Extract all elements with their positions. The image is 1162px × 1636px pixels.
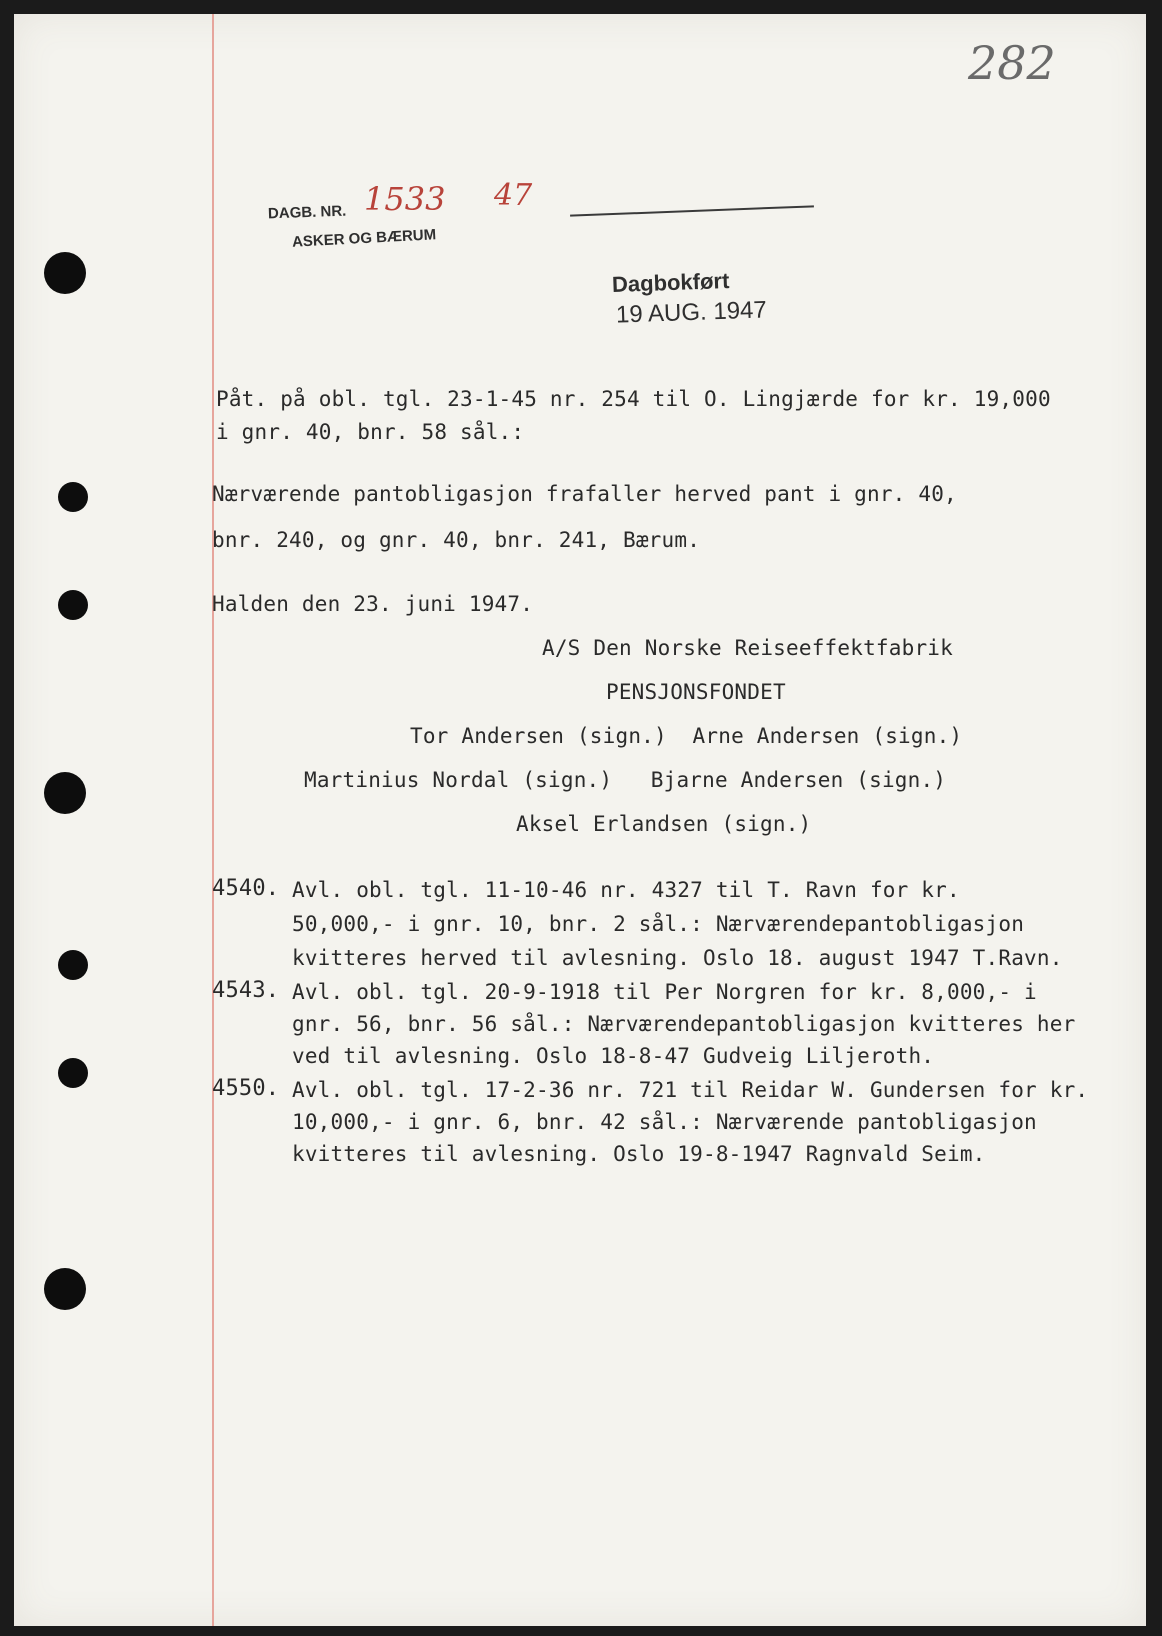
fund-name: PENSJONSFONDET xyxy=(606,680,786,704)
dagbokfort-label: Dagbokført xyxy=(611,267,730,298)
entry-number: 4550. xyxy=(212,1076,280,1101)
company-name: A/S Den Norske Reiseeffektfabrik xyxy=(542,636,953,660)
entry-line: 50,000,- i gnr. 10, bnr. 2 sål.: Nærværendepantobligasjon xyxy=(292,912,1025,936)
entry-line: gnr. 56, bnr. 56 sål.: Nærværendepantobligasjon kvitteres her xyxy=(292,1012,1076,1036)
entry-line: Nærværende pantobligasjon frafaller herved pant i gnr. 40, xyxy=(212,482,957,506)
dagb-number: 1533 xyxy=(364,180,446,218)
entry-line: Avl. obl. tgl. 20-9-1918 til Per Norgren for kr. 8,000,- i xyxy=(292,980,1037,1004)
punch-hole xyxy=(58,950,88,980)
dagb-district: ASKER OG BÆRUM xyxy=(291,226,437,251)
entry-line: Halden den 23. juni 1947. xyxy=(212,592,534,616)
punch-hole xyxy=(44,1268,86,1310)
margin-line xyxy=(212,14,214,1626)
signatures-line: Martinius Nordal (sign.) Bjarne Andersen (sign.) xyxy=(304,768,947,792)
punch-hole xyxy=(44,772,86,814)
punch-hole xyxy=(58,1058,88,1088)
page-number: 282 xyxy=(968,36,1056,90)
punch-hole xyxy=(44,252,86,294)
dagb-rule xyxy=(570,205,814,216)
signatures-line: Tor Andersen (sign.) Arne Andersen (sign.) xyxy=(410,724,963,748)
entry-line: i gnr. 40, bnr. 58 sål.: xyxy=(216,420,525,444)
entry-line: kvitteres herved til avlesning. Oslo 18. august 1947 T.Ravn. xyxy=(292,946,1063,970)
punch-hole xyxy=(58,590,88,620)
entry-line: 10,000,- i gnr. 6, bnr. 42 sål.: Nærværende pantobligasjon xyxy=(292,1110,1037,1134)
punch-hole xyxy=(58,482,88,512)
entry-line: Påt. på obl. tgl. 23-1-45 nr. 254 til O. Lingjærde for kr. 19,000 xyxy=(216,387,1051,411)
entry-line: Avl. obl. tgl. 11-10-46 nr. 4327 til T. Ravn for kr. xyxy=(292,878,960,902)
entry-line: ved til avlesning. Oslo 18-8-47 Gudveig Liljeroth. xyxy=(292,1044,935,1068)
dagb-year: 47 xyxy=(494,178,533,213)
entry-line: kvitteres til avlesning. Oslo 19-8-1947 Ragnvald Seim. xyxy=(292,1142,986,1166)
entry-number: 4540. xyxy=(212,876,280,901)
signatures-line: Aksel Erlandsen (sign.) xyxy=(516,812,812,836)
dagb-label: DAGB. NR. xyxy=(267,202,347,223)
document-page xyxy=(14,14,1146,1626)
entry-line: Avl. obl. tgl. 17-2-36 nr. 721 til Reidar W. Gundersen for kr. xyxy=(292,1078,1089,1102)
dagbokfort-date: 19 AUG. 1947 xyxy=(615,296,768,329)
entry-line: bnr. 240, og gnr. 40, bnr. 241, Bærum. xyxy=(212,528,701,552)
entry-number: 4543. xyxy=(212,978,280,1003)
